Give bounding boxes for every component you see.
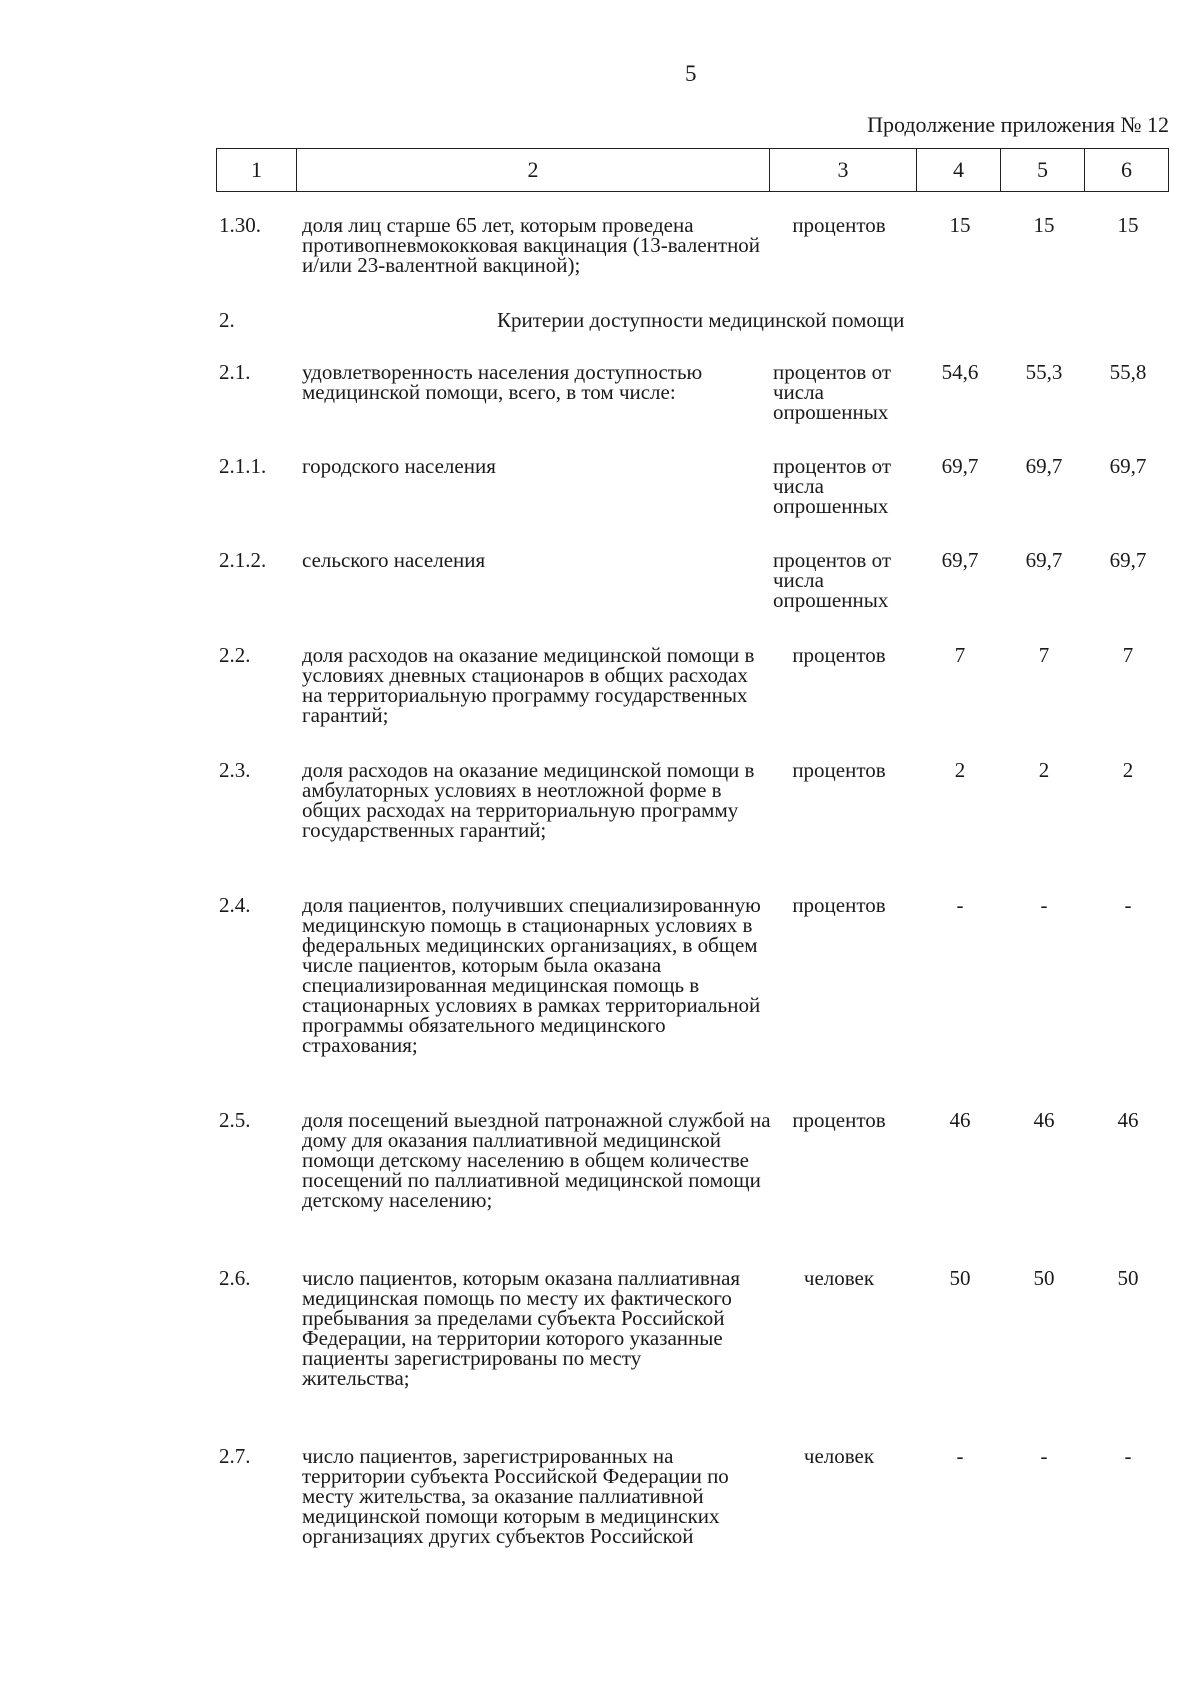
row-value-6: 46: [1117, 1108, 1139, 1132]
row-value-4: -: [956, 893, 964, 917]
row-value-6: 2: [1122, 758, 1134, 782]
row-value-6: 69,7: [1109, 548, 1147, 572]
row-unit: процентов от числа опрошенных: [773, 454, 892, 518]
row-value-5: -: [1040, 1444, 1048, 1468]
column-header-4: 4: [917, 149, 1001, 192]
row-value-6: 55,8: [1109, 360, 1147, 384]
row-number: 2.2.: [219, 643, 251, 667]
row-description: число пациентов, зарегистрированных на территории субъекта Российской Федерации по месту жительства, за оказание паллиативной медицинской помощи которым в медицинских организациях других субъектов Российской: [302, 1444, 729, 1548]
row-value-4: 69,7: [941, 454, 979, 478]
row-number: 1.30.: [219, 213, 261, 237]
row-value-5: -: [1040, 893, 1048, 917]
row-unit: процентов: [792, 213, 886, 237]
row-number: 2.6.: [219, 1266, 251, 1290]
row-value-5: 69,7: [1025, 548, 1063, 572]
row-value-4: -: [956, 1444, 964, 1468]
row-value-5: 50: [1033, 1266, 1055, 1290]
row-description: доля лиц старше 65 лет, которым проведена противопневмококковая вакцинация (13-валентной и/или 23-валентной вакциной);: [302, 213, 761, 277]
row-description: число пациентов, которым оказана паллиативная медицинская помощь по месту их фактического пребывания за пределами субъекта Российской Федерации, на территории которого указанные пациенты зарегистрированы по месту жительства;: [302, 1266, 741, 1390]
row-number: 2.1.2.: [219, 548, 267, 572]
row-value-5: 55,3: [1025, 360, 1063, 384]
row-value-6: 69,7: [1109, 454, 1147, 478]
row-description: удовлетворенность населения доступностью медицинской помощи, всего, в том числе:: [302, 360, 703, 404]
row-unit: процентов: [792, 643, 886, 667]
row-description: доля пациентов, получивших специализированную медицинскую помощь в стационарных условиях в федеральных медицинских организациях, в общем числе пациентов, которым была оказана специализированная медицинская помощь в стационарных условиях в рамках территориальной программы обязательного медицинского страхования;: [302, 893, 761, 1057]
row-unit: процентов: [792, 893, 886, 917]
continuation-label: Продолжение приложения № 12: [867, 112, 1169, 137]
row-unit: человек: [803, 1266, 875, 1290]
row-unit: процентов: [792, 1108, 886, 1132]
row-value-5: 69,7: [1025, 454, 1063, 478]
row-value-6: -: [1124, 1444, 1132, 1468]
row-number: 2.4.: [219, 893, 251, 917]
row-unit: процентов: [792, 758, 886, 782]
column-header-5: 5: [1001, 149, 1085, 192]
row-description: сельского населения: [302, 548, 486, 572]
row-unit: человек: [803, 1444, 875, 1468]
row-number: 2.1.: [219, 360, 251, 384]
row-value-6: 50: [1117, 1266, 1139, 1290]
section-number: 2.: [219, 308, 235, 332]
row-value-4: 69,7: [941, 548, 979, 572]
row-value-6: 7: [1122, 643, 1134, 667]
row-unit: процентов от числа опрошенных: [773, 548, 892, 612]
row-number: 2.1.1.: [219, 454, 267, 478]
row-description: доля посещений выездной патронажной службой на дому для оказания паллиативной медицинской помощи детскому населению в общем количестве посещений по паллиативной медицинской помощи детскому населению;: [302, 1108, 771, 1212]
section-title: Критерии доступности медицинской помощи: [497, 308, 905, 332]
row-value-5: 2: [1038, 758, 1050, 782]
row-description: доля расходов на оказание медицинской помощи в условиях дневных стационаров в общих расходах на территориальную программу государственных гарантий;: [302, 643, 755, 727]
column-header-row: [216, 148, 1169, 192]
column-header-1: 1: [217, 149, 297, 192]
row-value-4: 50: [949, 1266, 971, 1290]
row-value-5: 15: [1033, 213, 1055, 237]
column-header-6: 6: [1085, 149, 1169, 192]
row-value-4: 2: [954, 758, 966, 782]
column-header-2: 2: [297, 149, 770, 192]
row-description: доля расходов на оказание медицинской помощи в амбулаторных условиях в неотложной форме в общих расходах на территориальную программу государственных гарантий;: [302, 758, 755, 842]
row-value-4: 46: [949, 1108, 971, 1132]
row-value-4: 7: [954, 643, 966, 667]
row-value-5: 46: [1033, 1108, 1055, 1132]
column-header-3: 3: [770, 149, 917, 192]
row-value-6: 15: [1117, 213, 1139, 237]
row-value-4: 15: [949, 213, 971, 237]
row-description: городского населения: [302, 454, 496, 478]
row-number: 2.7.: [219, 1444, 251, 1468]
row-unit: процентов от числа опрошенных: [773, 360, 892, 424]
row-value-5: 7: [1038, 643, 1050, 667]
row-number: 2.5.: [219, 1108, 251, 1132]
row-value-6: -: [1124, 893, 1132, 917]
row-value-4: 54,6: [941, 360, 979, 384]
row-number: 2.3.: [219, 758, 251, 782]
